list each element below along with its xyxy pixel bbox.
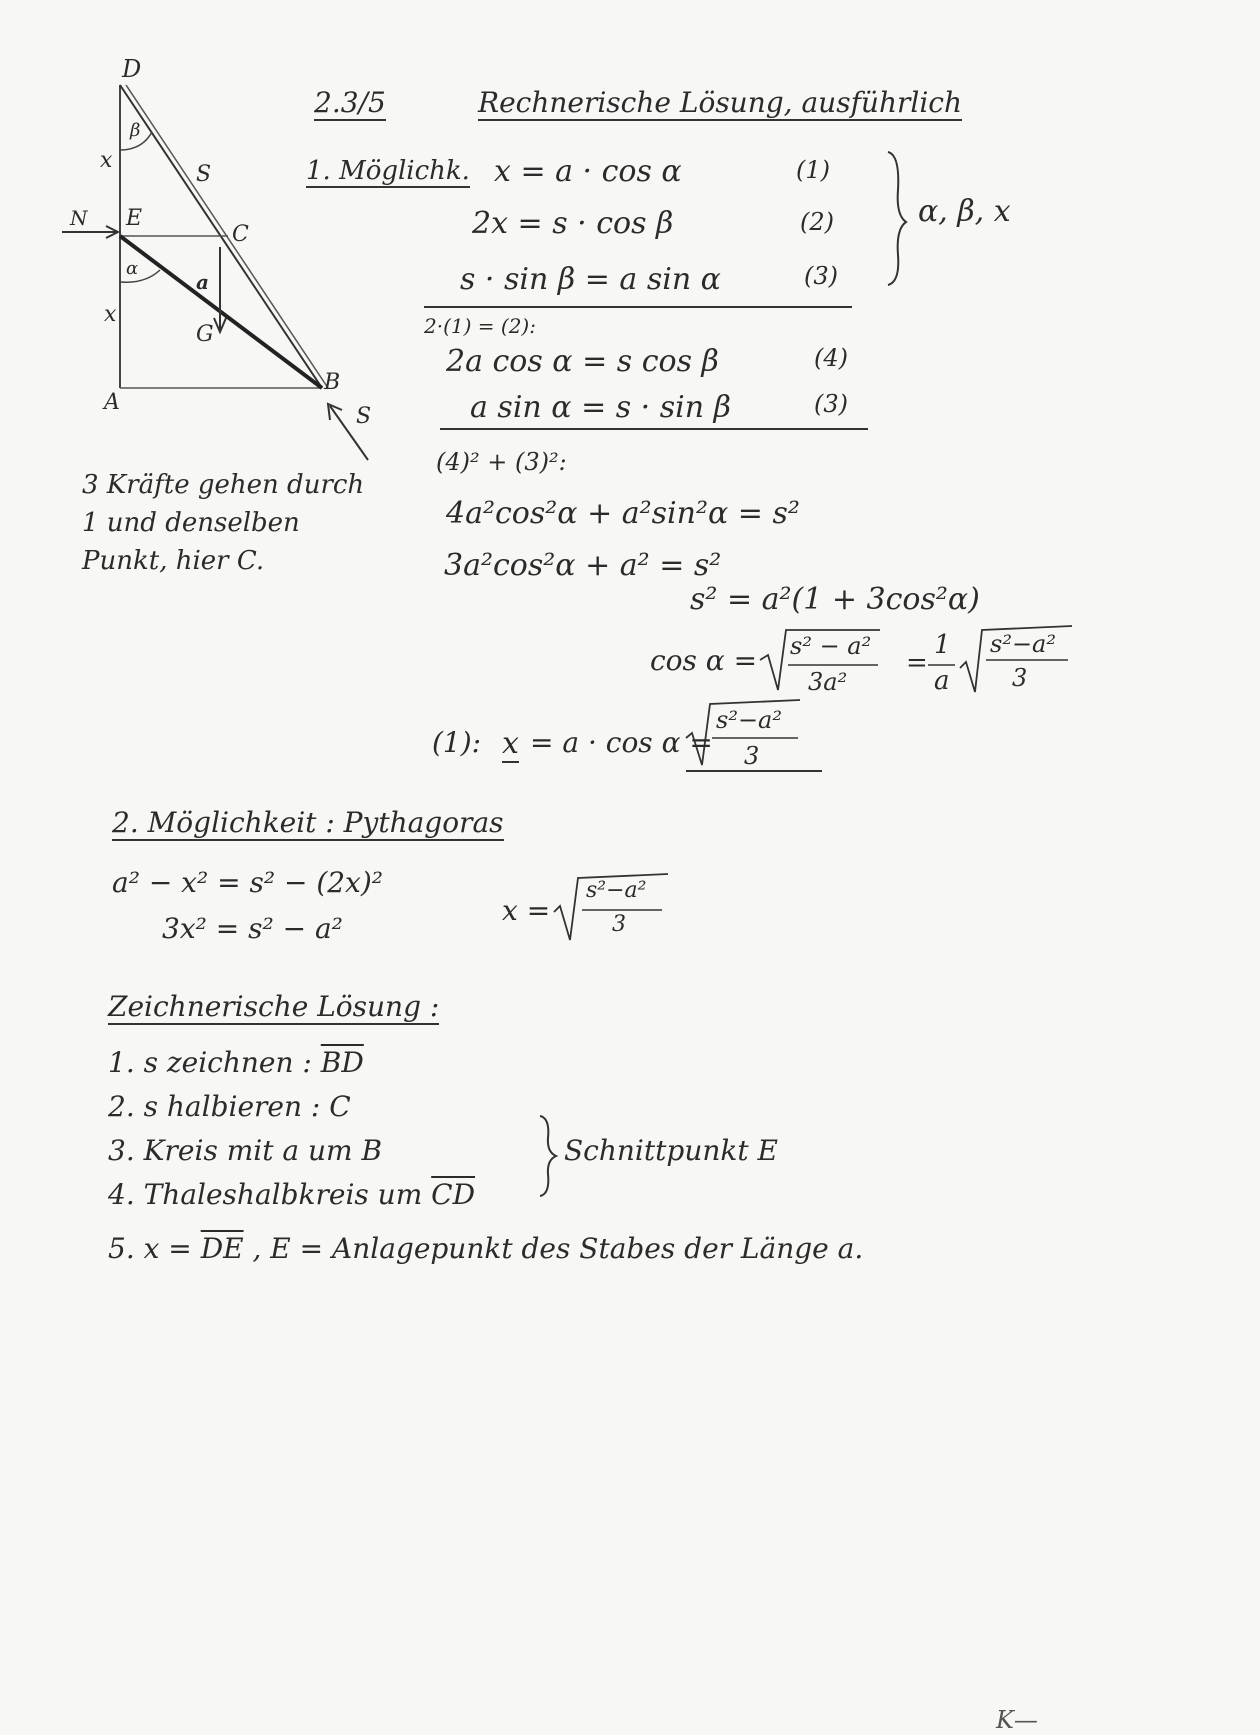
step-3: 3. Kreis mit a um B — [108, 1134, 383, 1167]
point-b: B — [324, 370, 341, 395]
step-5-seg: $\overline{DE}$ — [200, 1232, 244, 1265]
m1-eq1: x = a · cos α — [494, 154, 682, 189]
label-x-upper: x — [100, 148, 113, 173]
point-d: D — [122, 55, 142, 83]
m1-unknowns: α, β, x — [918, 194, 1011, 229]
m1-eq4: 2a cos α = s cos β — [446, 344, 719, 379]
m1-eq2-no: (2) — [800, 208, 834, 236]
label-x-lower: x — [104, 302, 117, 327]
point-g: G — [196, 322, 214, 347]
step-1-text: 1. s zeichnen : — [108, 1046, 312, 1079]
note-line-1: 3 Kräfte gehen durch — [82, 470, 365, 500]
label-a-rod: a — [196, 270, 209, 294]
m1-sum-label: (4)² + (3)²: — [436, 448, 567, 476]
point-a: A — [104, 390, 120, 415]
method1-label: 1. Möglichk. — [306, 156, 470, 186]
divider-1 — [424, 306, 852, 308]
divider-2 — [440, 428, 868, 430]
cos-den: 3a² — [808, 668, 848, 696]
m2-res-den: 3 — [612, 912, 626, 937]
drawing-label: Zeichnerische Lösung : — [108, 990, 440, 1023]
res-x: x — [502, 726, 519, 761]
step-2: 2. s halbieren : C — [108, 1090, 351, 1123]
m1-eq5: a sin α = s · sin β — [470, 390, 731, 425]
step-1 — [108, 1046, 364, 1079]
method2-label: 2. Möglichkeit : Pythagoras — [112, 806, 504, 839]
step-34-result: Schnittpunkt E — [564, 1134, 778, 1167]
res-label: (1): — [432, 726, 482, 759]
m1-eq5-no: (3) — [814, 390, 848, 418]
label-n-force: N — [70, 206, 88, 230]
m1-eq1-no: (1) — [796, 156, 830, 184]
m1-eq3-no: (3) — [804, 262, 838, 290]
m2-eq2: 3x² = s² − a² — [162, 912, 343, 945]
m1-eq8: s² = a²(1 + 3cos²α) — [690, 582, 980, 617]
cos-eq: = — [906, 648, 928, 678]
res-underline — [686, 770, 822, 772]
m1-step-label: 2·(1) = (2): — [424, 314, 536, 338]
point-c: C — [232, 222, 249, 247]
label-s-force: S — [356, 404, 372, 429]
step-1-seg: $\overline{BD}$ — [320, 1046, 364, 1079]
cos-frac-num: 1 — [934, 630, 951, 660]
res-mid: = a · cos α = — [530, 726, 713, 759]
m1-eq3: s · sin β = a sin α — [460, 262, 721, 297]
step-5 — [108, 1232, 863, 1265]
label-alpha: α — [126, 258, 139, 279]
label-beta: β — [130, 120, 141, 141]
cos-lhs: cos α = — [650, 644, 758, 677]
m1-eq4-no: (4) — [814, 344, 848, 372]
m2-res-num: s²−a² — [586, 878, 647, 903]
footer-mark: K— — [996, 1706, 1038, 1734]
step-4-seg: $\overline{CD}$ — [431, 1178, 476, 1211]
res-den: 3 — [744, 742, 760, 770]
step-5-text-b: , E = Anlagepunkt des Stabes der Länge a. — [252, 1232, 864, 1265]
cos-r-num: s²−a² — [990, 630, 1056, 658]
problem-code: 2.3/5 — [314, 86, 386, 119]
cos-num: s² − a² — [790, 632, 872, 660]
cos-frac-den: a — [934, 666, 950, 696]
page-title: Rechnerische Lösung, ausführlich — [478, 86, 963, 119]
m2-eq1: a² − x² = s² − (2x)² — [112, 866, 383, 899]
note-line-3: Punkt, hier C. — [82, 546, 265, 576]
step-5-text-a: 5. x = — [108, 1232, 192, 1265]
m1-eq2: 2x = s · cos β — [472, 206, 674, 241]
m1-eq6: 4a²cos²α + a²sin²α = s² — [446, 496, 800, 531]
m2-res-lhs: x = — [502, 894, 551, 927]
step-4-text: 4. Thaleshalbkreis um — [108, 1178, 423, 1211]
brace-1 — [888, 152, 906, 285]
res-num: s²−a² — [716, 706, 782, 734]
brace-2 — [540, 1116, 556, 1196]
note-line-2: 1 und denselben — [82, 508, 300, 538]
cos-r-den: 3 — [1012, 664, 1028, 692]
point-e: E — [126, 206, 143, 231]
step-4 — [108, 1178, 475, 1211]
m1-eq7: 3a²cos²α + a² = s² — [444, 548, 722, 583]
label-s-rope: S — [196, 162, 212, 187]
